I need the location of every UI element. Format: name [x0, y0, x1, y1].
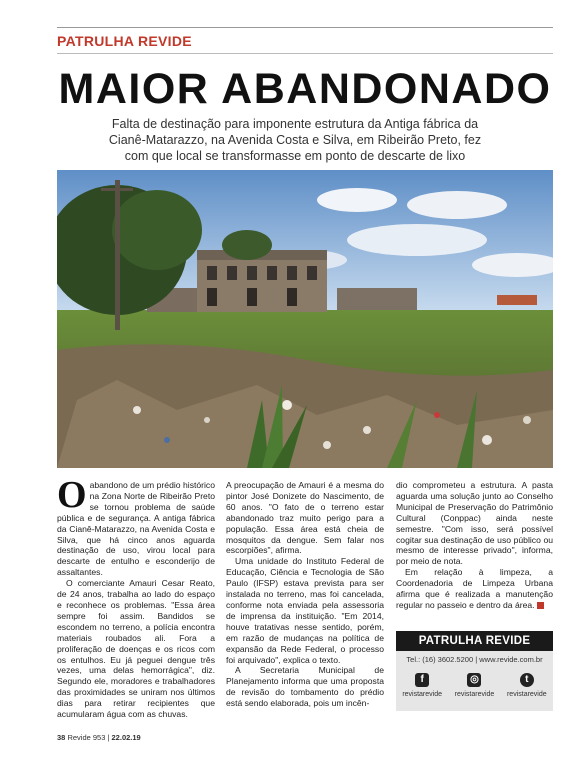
issue-date: 22.02.19 [111, 733, 141, 742]
paragraph-final [396, 567, 553, 611]
top-rule [57, 27, 553, 28]
social-twitter[interactable] [507, 673, 547, 711]
article-photo [57, 170, 553, 468]
paragraph: abandono de um prédio histórico na Zona Norte de Ribeirão Preto se tornou problema de saúde pública e de segurança. A antiga fábrica da Cianê-Matarazzo, na Avenida Costa e Silva, que há cinco anos aguarda destinação de uso, virou local para descarte de entulho e esconderijo de assaltantes. [57, 480, 215, 578]
dropcap: O [57, 474, 87, 516]
paragraph: O comerciante Amauri Cesar Reato, de 24 anos, trabalha ao lado do espaço e reconhece os problemas. "Essa área sempre foi assim. Bandidos se escondem no terreno, a polícia encontra materiais roubados ali. Fora a proliferação de doenças e os ricos com os entulhos. Eu já peguei dengue três vezes, uma delas hemorrágica", diz. Segundo ele, moradores e trabalhadores das proximidades se uniram nos últimos dias para retirar recipientes que acumularam água com as chuvas. [57, 578, 215, 720]
social-instagram[interactable] [455, 673, 495, 711]
social-links [396, 668, 553, 711]
paragraph: Uma unidade do Instituto Federal de Educação, Ciência e Tecnologia de São Paulo (IFSP) estava prevista para ser instalada no terreno, mas foi cancelada, conforme nota enviada pela assessoria de imprensa da instituição. "Em 2014, houve tratativas nesse sentido, porém, em razão de mudanças na política de expansão da Rede Federal, o processo foi arquivado", explica o texto. [226, 556, 384, 665]
magazine-name: Revide 953 [67, 733, 106, 742]
facebook-icon: f [415, 673, 429, 687]
section-rule [57, 53, 553, 54]
promo-contact[interactable]: Tel.: (16) 3602.5200 | www.revide.com.br [396, 651, 553, 668]
section-tag: PATRULHA REVIDE [57, 33, 192, 49]
article-column-1 [57, 474, 215, 720]
social-label: revistarevide [454, 691, 495, 698]
paragraph-text: Em relação à limpeza, a Coordenadoria de Limpeza Urbana afirma que é realizada a manutenção regular no passeio e dentro da área. [396, 567, 553, 610]
deck: Falta de destinação para imponente estrutura da Antiga fábrica da Cianê-Matarazzo, na Avenida Costa e Silva, em Ribeirão Preto, fez com que local se transformasse em ponto de descarte de lixo [108, 117, 482, 163]
twitter-icon: t [520, 673, 534, 687]
social-facebook[interactable] [402, 673, 442, 711]
paragraph: A Secretaria Municipal de Planejamento informa que uma proposta de revisão do tombamento do prédio está sendo elaborada, pois um incên- [226, 665, 384, 709]
end-mark-icon [537, 602, 544, 609]
page-footer: 38 Revide 953 | 22.02.19 [57, 733, 141, 742]
social-label: revistarevide [402, 691, 442, 698]
abandoned-factory-photo [57, 170, 553, 468]
social-label: revistarevide [506, 691, 547, 698]
paragraph: A preocupação de Amauri é a mesma do pintor José Donizete do Nascimento, de 60 anos. "O fato de o terreno estar abandonado traz muito perigo para a população. Essa área está cheia de mosquitos da dengue. Sem falar nos escorpiões", afirma. [226, 480, 384, 556]
headline: MAIOR ABANDONADO [58, 65, 552, 113]
article-lede [57, 474, 215, 578]
instagram-icon: ◎ [467, 673, 481, 687]
page-number: 38 [57, 733, 66, 742]
paragraph: dio comprometeu a estrutura. A pasta aguarda uma solução junto ao Conselho Municipal de Preservação do Patrimônio Cultural (Conppac) ainda neste semestre. "Com isso, será possível cogitar sua destinação de uso público ou mesmo de interesse privado", informa, por meio de nota. [396, 480, 553, 567]
article-column-2 [226, 480, 384, 709]
article-column-3 [396, 480, 553, 611]
patrulha-promo-box [396, 631, 553, 711]
promo-title: PATRULHA REVIDE [396, 631, 553, 651]
